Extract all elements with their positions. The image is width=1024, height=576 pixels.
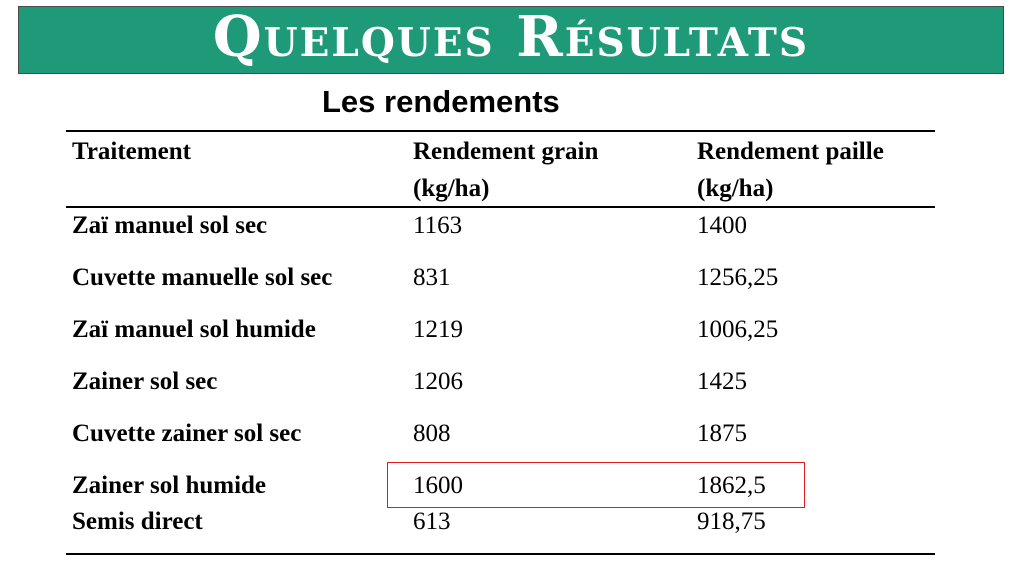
row-1-treatment: Zaï manuel sol sec bbox=[72, 212, 268, 239]
row-2-grain: 831 bbox=[413, 264, 451, 291]
row-3-treatment: Zaï manuel sol humide bbox=[72, 316, 316, 343]
row-3-grain: 1219 bbox=[413, 316, 463, 343]
row-1-straw: 1400 bbox=[697, 212, 747, 239]
row-7-straw: 918,75 bbox=[697, 508, 766, 535]
header-grain-yield-unit: (kg/ha) bbox=[413, 175, 490, 202]
row-3-straw: 1006,25 bbox=[697, 316, 779, 343]
row-4-straw: 1425 bbox=[697, 368, 747, 395]
highlight-box bbox=[387, 462, 805, 508]
row-6-grain: 1600 bbox=[413, 472, 463, 499]
row-2-straw: 1256,25 bbox=[697, 264, 779, 291]
header-straw-yield-unit: (kg/ha) bbox=[697, 175, 774, 202]
header-straw-yield: Rendement paille bbox=[697, 138, 884, 165]
row-5-straw: 1875 bbox=[697, 420, 747, 447]
row-7-grain: 613 bbox=[413, 508, 451, 535]
title-banner bbox=[18, 6, 1004, 74]
header-treatment: Traitement bbox=[72, 138, 191, 165]
row-5-treatment: Cuvette zainer sol sec bbox=[72, 420, 302, 447]
row-4-grain: 1206 bbox=[413, 368, 463, 395]
row-6-treatment: Zainer sol humide bbox=[72, 472, 267, 499]
row-7-treatment: Semis direct bbox=[72, 508, 203, 535]
row-1-grain: 1163 bbox=[413, 212, 463, 239]
table-subtitle: Les rendements bbox=[322, 84, 560, 119]
slide-title: Quelques Résultats bbox=[212, 4, 810, 70]
row-6-straw: 1862,5 bbox=[697, 472, 766, 499]
row-4-treatment: Zainer sol sec bbox=[72, 368, 218, 395]
table-bottom-rule bbox=[66, 553, 935, 555]
row-5-grain: 808 bbox=[413, 420, 451, 447]
table-top-rule bbox=[66, 130, 935, 132]
header-grain-yield: Rendement grain bbox=[413, 138, 599, 165]
row-2-treatment: Cuvette manuelle sol sec bbox=[72, 264, 333, 291]
